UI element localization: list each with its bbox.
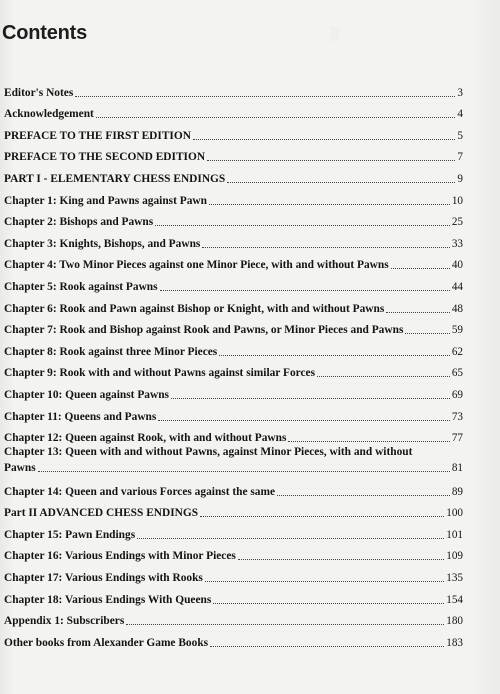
toc-page-number: 4 xyxy=(457,108,463,121)
dot-leader xyxy=(317,376,450,377)
dot-leader xyxy=(277,495,450,496)
toc-entry-chapter-13[interactable] xyxy=(4,445,463,477)
dot-leader xyxy=(96,117,456,118)
toc-entry-chapter-12[interactable] xyxy=(4,424,463,446)
toc-entry-other-books[interactable] xyxy=(4,628,463,650)
toc-page-number: 44 xyxy=(451,280,463,293)
toc-entry-chapter-17[interactable] xyxy=(4,563,463,585)
toc-entry-chapter-9[interactable] xyxy=(4,359,463,381)
toc-entry-chapter-15[interactable] xyxy=(4,520,463,542)
dot-leader xyxy=(200,516,444,517)
toc-entry-chapter-16[interactable] xyxy=(4,542,463,564)
toc-entry-chapter-6[interactable] xyxy=(4,294,463,316)
toc-entry-appendix-1[interactable] xyxy=(4,607,463,629)
toc-entry-label: Appendix 1: Subscribers xyxy=(4,615,125,628)
toc-entry-chapter-8[interactable] xyxy=(4,337,463,359)
toc-entry-chapter-10[interactable] xyxy=(4,380,463,402)
toc-entry-label: Acknowledgement xyxy=(4,108,94,121)
toc-entry-label: Chapter 17: Various Endings with Rooks xyxy=(4,572,203,585)
toc-entry-label: Chapter 6: Rook and Pawn against Bishop or Knight, with and without Pawns xyxy=(4,302,385,315)
toc-page-number: 109 xyxy=(446,550,463,563)
dot-leader xyxy=(75,96,455,97)
dot-leader xyxy=(219,355,450,356)
toc-entry-preface-second[interactable] xyxy=(4,143,463,165)
dot-leader xyxy=(288,441,449,442)
toc-page-number: 65 xyxy=(451,367,463,380)
toc-page-number: 33 xyxy=(451,237,463,250)
toc-entry-label: Chapter 5: Rook against Pawns xyxy=(4,280,158,293)
dot-leader xyxy=(171,398,450,399)
toc-entry-chapter-18[interactable] xyxy=(4,585,463,607)
toc-entry-label: Chapter 2: Bishops and Pawns xyxy=(4,216,154,229)
toc-entry-acknowledgement[interactable] xyxy=(4,100,463,122)
toc-entry-label: Chapter 15: Pawn Endings xyxy=(4,528,136,541)
toc-entry-continuation xyxy=(4,461,463,475)
dot-leader xyxy=(193,139,455,140)
dot-leader xyxy=(238,559,444,560)
toc-entry-label: PART I - ELEMENTARY CHESS ENDINGS xyxy=(4,172,226,185)
toc-entry-chapter-5[interactable] xyxy=(4,272,463,294)
dot-leader xyxy=(205,581,444,582)
toc-entry-label: Chapter 10: Queen against Pawns xyxy=(4,388,169,401)
dot-leader xyxy=(227,182,455,183)
toc-entry-label-continued: Pawns xyxy=(4,462,36,475)
toc-page-number: 180 xyxy=(446,615,463,628)
dot-leader xyxy=(209,204,450,205)
toc-page-number: 135 xyxy=(446,572,463,585)
toc-page-number: 73 xyxy=(451,410,463,423)
toc-page-number: 3 xyxy=(457,86,463,99)
dot-leader xyxy=(386,312,450,313)
toc-page-number: 100 xyxy=(446,507,463,520)
toc-page-number: 7 xyxy=(457,151,463,164)
toc-page-number: 40 xyxy=(451,259,463,272)
toc-entry-preface-first[interactable] xyxy=(4,121,463,143)
toc-page-number: 81 xyxy=(451,462,463,475)
toc-entry-label: Chapter 1: King and Pawns against Pawn xyxy=(4,194,207,207)
toc-page-number: 154 xyxy=(446,593,463,606)
dot-leader xyxy=(391,268,450,269)
toc-page-number: 77 xyxy=(451,432,463,445)
dot-leader xyxy=(207,160,455,161)
toc-entry-editors-notes[interactable] xyxy=(4,78,463,100)
toc-entry-label: PREFACE TO THE SECOND EDITION xyxy=(4,151,206,164)
toc-page-number: 9 xyxy=(457,172,463,185)
toc-entry-chapter-4[interactable] xyxy=(4,251,463,273)
toc-page-number: 59 xyxy=(451,324,463,337)
toc-entry-label: Chapter 7: Rook and Bishop against Rook and Pawns, or Minor Pieces and Pawns xyxy=(4,324,404,337)
toc-entry-label: Editor's Notes xyxy=(4,86,74,99)
toc-page-number: 69 xyxy=(451,388,463,401)
dot-leader xyxy=(155,225,450,226)
toc-page-number: 25 xyxy=(451,216,463,229)
toc-entry-label: Other books from Alexander Game Books xyxy=(4,636,209,649)
toc-page-number: 48 xyxy=(451,302,463,315)
toc-entry-chapter-14[interactable] xyxy=(4,477,463,499)
page-title: Contents xyxy=(2,22,88,44)
toc-page-number: 183 xyxy=(446,636,463,649)
toc-entry-chapter-11[interactable] xyxy=(4,402,463,424)
toc-entry-chapter-2[interactable] xyxy=(4,208,463,230)
toc-entry-chapter-3[interactable] xyxy=(4,229,463,251)
toc-entry-label: Chapter 3: Knights, Bishops, and Pawns xyxy=(4,237,201,250)
toc-entry-label: Chapter 11: Queens and Pawns xyxy=(4,410,157,423)
dot-leader xyxy=(160,290,450,291)
toc-entry-label: Chapter 12: Queen against Rook, with and without Pawns xyxy=(4,432,287,445)
toc-entry-part-1[interactable] xyxy=(4,164,463,186)
dot-leader xyxy=(137,538,444,539)
toc-entry-label: PREFACE TO THE FIRST EDITION xyxy=(4,129,191,142)
table-of-contents xyxy=(4,78,463,650)
toc-page-number: 101 xyxy=(446,528,463,541)
toc-page-number: 5 xyxy=(457,129,463,142)
dot-leader xyxy=(126,624,444,625)
toc-entry-label: Part II ADVANCED CHESS ENDINGS xyxy=(4,507,199,520)
toc-entry-label: Chapter 4: Two Minor Pieces against one Minor Piece, with and without Pawns xyxy=(4,259,389,272)
toc-entry-label: Chapter 13: Queen with and without Pawns, against Minor Pieces, with and without xyxy=(4,446,413,459)
toc-page-number: 89 xyxy=(451,485,463,498)
toc-page-number: 62 xyxy=(451,345,463,358)
toc-entry-chapter-1[interactable] xyxy=(4,186,463,208)
toc-entry-chapter-7[interactable] xyxy=(4,316,463,338)
dot-leader xyxy=(158,420,449,421)
toc-entry-label: Chapter 16: Various Endings with Minor Pieces xyxy=(4,550,236,563)
toc-entry-part-2[interactable] xyxy=(4,499,463,521)
toc-page-number: 10 xyxy=(451,194,463,207)
dot-leader xyxy=(210,646,444,647)
dot-leader xyxy=(38,471,450,472)
dot-leader xyxy=(213,603,444,604)
toc-entry-label: Chapter 8: Rook against three Minor Pieces xyxy=(4,345,218,358)
bleed-through-text: ░ xyxy=(330,26,340,41)
toc-entry-label: Chapter 18: Various Endings With Queens xyxy=(4,593,212,606)
toc-entry-label: Chapter 9: Rook with and without Pawns against similar Forces xyxy=(4,367,316,380)
dot-leader xyxy=(405,333,449,334)
dot-leader xyxy=(202,247,449,248)
toc-entry-label: Chapter 14: Queen and various Forces against the same xyxy=(4,485,276,498)
